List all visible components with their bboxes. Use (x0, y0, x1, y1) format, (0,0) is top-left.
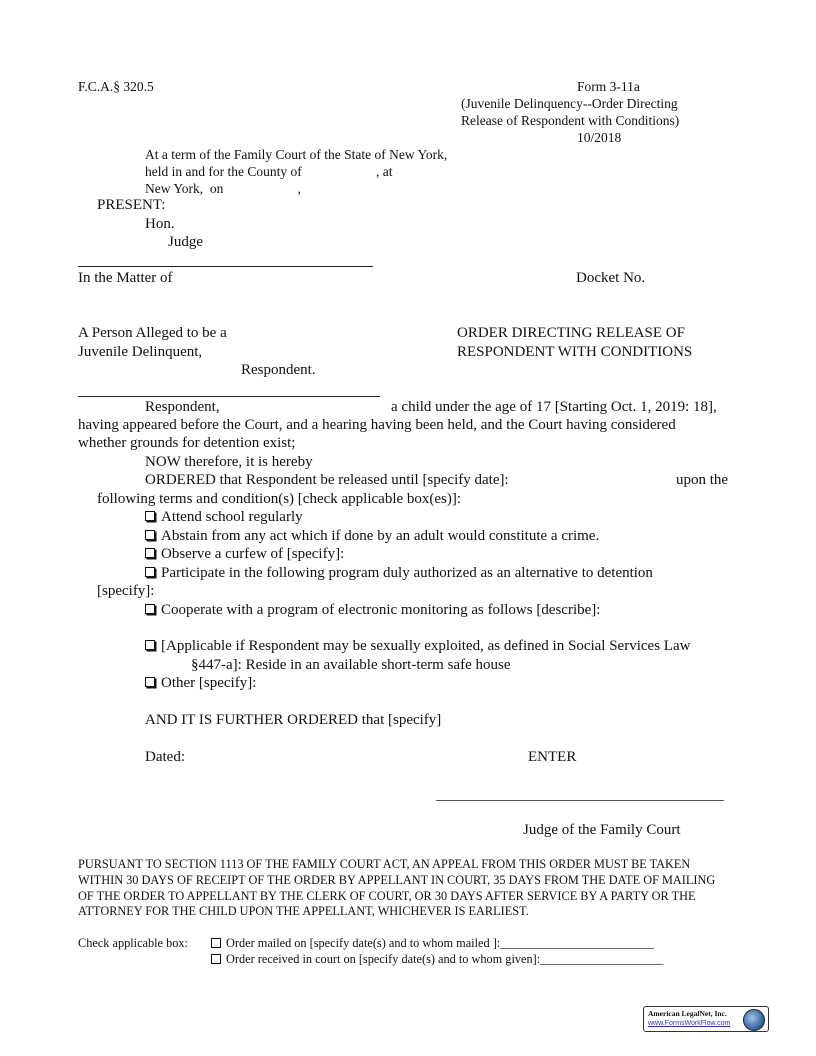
form-revision-date: 10/2018 (577, 130, 622, 145)
condition-other (145, 674, 256, 692)
judge-signature-line[interactable] (436, 800, 724, 801)
checkbox-monitoring[interactable] (145, 604, 155, 614)
checkbox-curfew[interactable] (145, 548, 155, 558)
hearing-clause: having appeared before the Court, and a hearing having been held, and the Court having considered (78, 417, 676, 433)
terms-conditions-intro: following terms and condition(s) [check applicable box(es)]: (97, 491, 462, 507)
judge-signature-label: Judge of the Family Court (523, 822, 681, 838)
condition-program-specify: [specify]: (97, 583, 155, 599)
judge-label: Judge (168, 234, 203, 250)
order-title-line-1: ORDER DIRECTING RELEASE OF (457, 325, 685, 341)
option-received-label: Order received in court on [specify date(s) and to whom given]:____________________ (226, 952, 664, 966)
condition-school-label: Attend school regularly (161, 509, 303, 525)
condition-school (145, 508, 303, 526)
condition-safe-house-cont: §447-a]: Reside in an available short-term safe house (191, 657, 511, 673)
statute-reference: F.C.A.§ 320.5 (78, 79, 154, 94)
checkbox-school[interactable] (145, 511, 155, 521)
person-alleged-line-2: Juvenile Delinquent, (78, 344, 203, 360)
checkbox-order-mailed[interactable] (211, 938, 221, 948)
respondent-age-clause: a child under the age of 17 [Starting Oct. 1, 2019: 18], (391, 399, 717, 415)
present-label: PRESENT: (97, 197, 166, 213)
respondent-intro: Respondent, (145, 399, 220, 415)
hon-label: Hon. (145, 216, 175, 232)
ordered-release-cont: upon the (676, 472, 729, 488)
logo-url[interactable]: www.FormsWorkFlow.com (648, 1020, 731, 1027)
checkbox-abstain[interactable] (145, 530, 155, 540)
court-term-line-1: At a term of the Family Court of the State of New York, (145, 147, 448, 162)
enter-label: ENTER (528, 749, 577, 765)
condition-curfew-label: Observe a curfew of [specify]: (161, 546, 345, 562)
appeal-notice: PURSUANT TO SECTION 1113 OF THE FAMILY COURT ACT, AN APPEAL FROM THIS ORDER MUST BE TAKEN WITHIN 30 DAYS OF RECEIPT OF THE ORDER BY APPELLANT IN COURT, 35 DAYS FROM THE DATE OF MAILING OF THE ORDER TO APPELLANT BY THE CLERK OF COURT, OR 30 DAYS AFTER SERVICE BY A PARTY OR THE ATTORNEY FOR THE CHILD UPON THE APPELLANT, WHICHEVER IS EARLIEST. (78, 857, 716, 919)
condition-safe-house-label: [Applicable if Respondent may be sexually exploited, as defined in Social Services Law (161, 638, 691, 654)
condition-curfew (145, 545, 344, 563)
ordered-release: ORDERED that Respondent be released until [specify date]: (145, 472, 509, 488)
condition-safe-house (145, 637, 690, 655)
form-description-line-1: (Juvenile Delinquency--Order Directing (461, 96, 678, 111)
caption-bottom-rule (78, 396, 380, 397)
court-term-line-3: New York, on , (145, 181, 302, 196)
caption-top-rule (78, 266, 373, 267)
condition-program (145, 564, 653, 582)
matter-label: In the Matter of (78, 270, 173, 286)
condition-program-label: Participate in the following program duly authorized as an alternative to detention (161, 565, 653, 581)
checkbox-other[interactable] (145, 677, 155, 687)
condition-abstain-label: Abstain from any act which if done by an adult would constitute a crime. (161, 528, 600, 544)
person-alleged-line-1: A Person Alleged to be a (78, 325, 227, 341)
form-number: Form 3-11a (577, 79, 640, 94)
condition-monitoring-label: Cooperate with a program of electronic monitoring as follows [describe]: (161, 602, 601, 618)
option-received (211, 951, 663, 967)
condition-abstain (145, 527, 599, 545)
checkbox-safe-house[interactable] (145, 640, 155, 650)
option-mailed (211, 935, 654, 951)
now-therefore: NOW therefore, it is hereby (145, 454, 313, 470)
dated-label: Dated: (145, 749, 185, 765)
condition-other-label: Other [specify]: (161, 675, 257, 691)
docket-label: Docket No. (576, 270, 646, 286)
logo-company: American LegalNet, Inc. (648, 1009, 727, 1018)
globe-icon (743, 1009, 765, 1031)
checkbox-program[interactable] (145, 567, 155, 577)
option-mailed-label: Order mailed on [specify date(s) and to whom mailed ]:_________________________ (226, 936, 654, 950)
further-ordered: AND IT IS FURTHER ORDERED that [specify] (145, 712, 442, 728)
order-title-line-2: RESPONDENT WITH CONDITIONS (457, 344, 693, 360)
court-term-line-2: held in and for the County of , at (145, 164, 393, 179)
detention-clause: whether grounds for detention exist; (78, 435, 296, 451)
americanlegalnet-logo[interactable] (643, 1006, 769, 1032)
checkbox-order-received[interactable] (211, 954, 221, 964)
respondent-label: Respondent. (241, 362, 316, 378)
form-description-line-2: Release of Respondent with Conditions) (461, 113, 680, 128)
check-applicable-label: Check applicable box: (78, 936, 188, 950)
condition-monitoring (145, 601, 600, 619)
